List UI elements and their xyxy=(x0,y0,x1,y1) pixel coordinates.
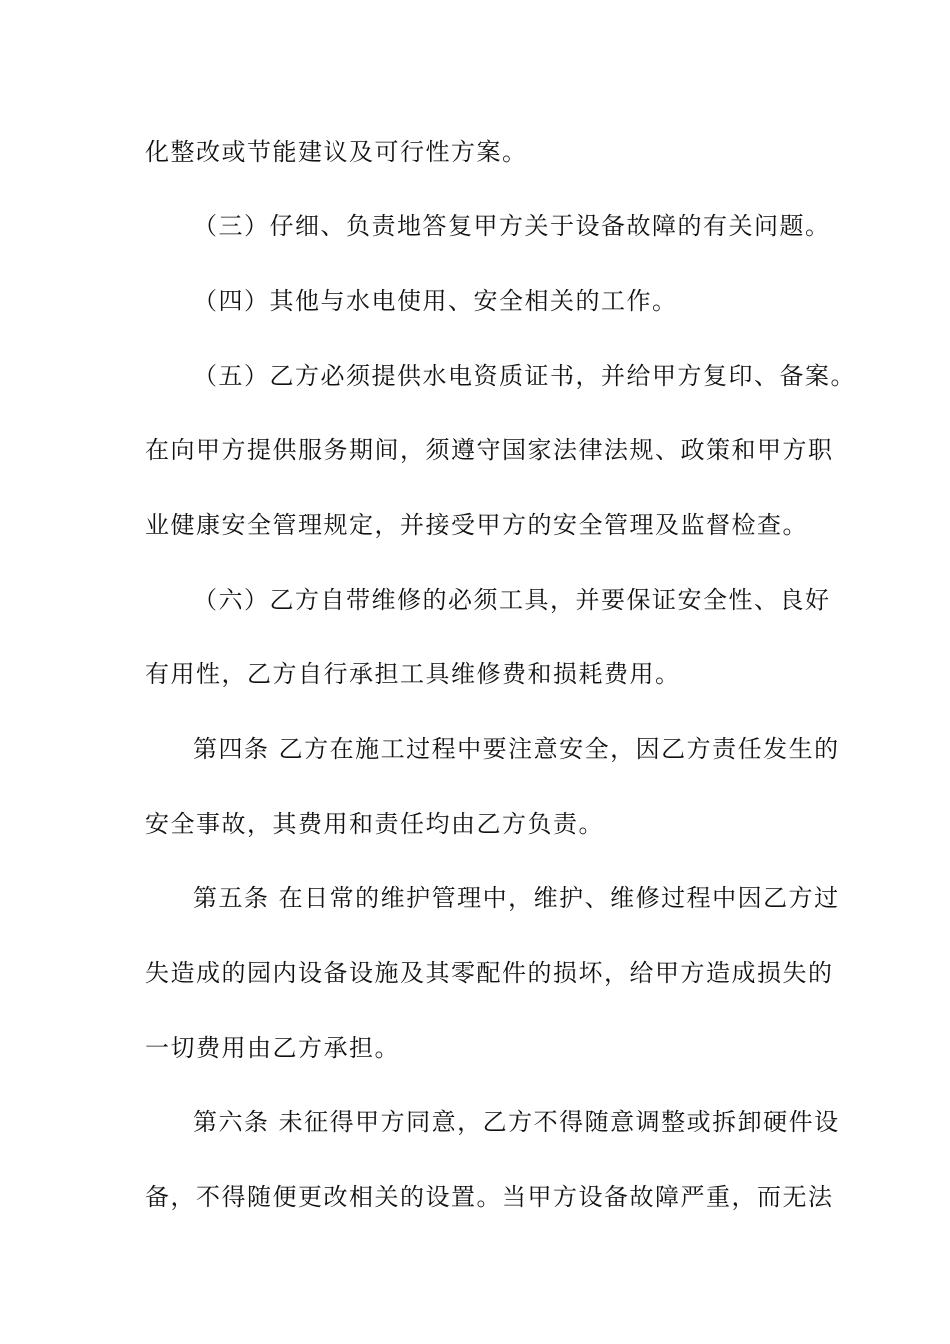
text-line: 安全事故，其费用和责任均由乙方负责。 xyxy=(145,810,604,838)
text-line: （三）仔细、负责地答复甲方关于设备故障的有关问题。 xyxy=(193,212,831,240)
text-line: 第四条 乙方在施工过程中要注意安全，因乙方责任发生的 xyxy=(193,735,840,763)
text-line: 第六条 未征得甲方同意，乙方不得随意调整或拆卸硬件设 xyxy=(193,1108,840,1136)
text-line: 有用性，乙方自行承担工具维修费和损耗费用。 xyxy=(145,660,681,688)
text-line: （五）乙方必须提供水电资质证书，并给甲方复印、备案。 xyxy=(193,362,856,390)
text-line: 第五条 在日常的维护管理中，维护、维修过程中因乙方过 xyxy=(193,884,840,912)
text-line: 失造成的园内设备设施及其零配件的损坏，给甲方造成损失的 xyxy=(145,959,834,987)
text-line: 备，不得随便更改相关的设置。当甲方设备故障严重，而无法 xyxy=(145,1183,834,1211)
text-line: 一切费用由乙方承担。 xyxy=(145,1034,400,1062)
text-line: 在向甲方提供服务期间，须遵守国家法律法规、政策和甲方职 xyxy=(145,436,834,464)
text-line: （六）乙方自带维修的必须工具，并要保证安全性、良好 xyxy=(193,586,831,614)
text-line: （四）其他与水电使用、安全相关的工作。 xyxy=(193,287,678,315)
text-line: 化整改或节能建议及可行性方案。 xyxy=(145,138,528,166)
text-line: 业健康安全管理规定，并接受甲方的安全管理及监督检查。 xyxy=(145,511,808,539)
